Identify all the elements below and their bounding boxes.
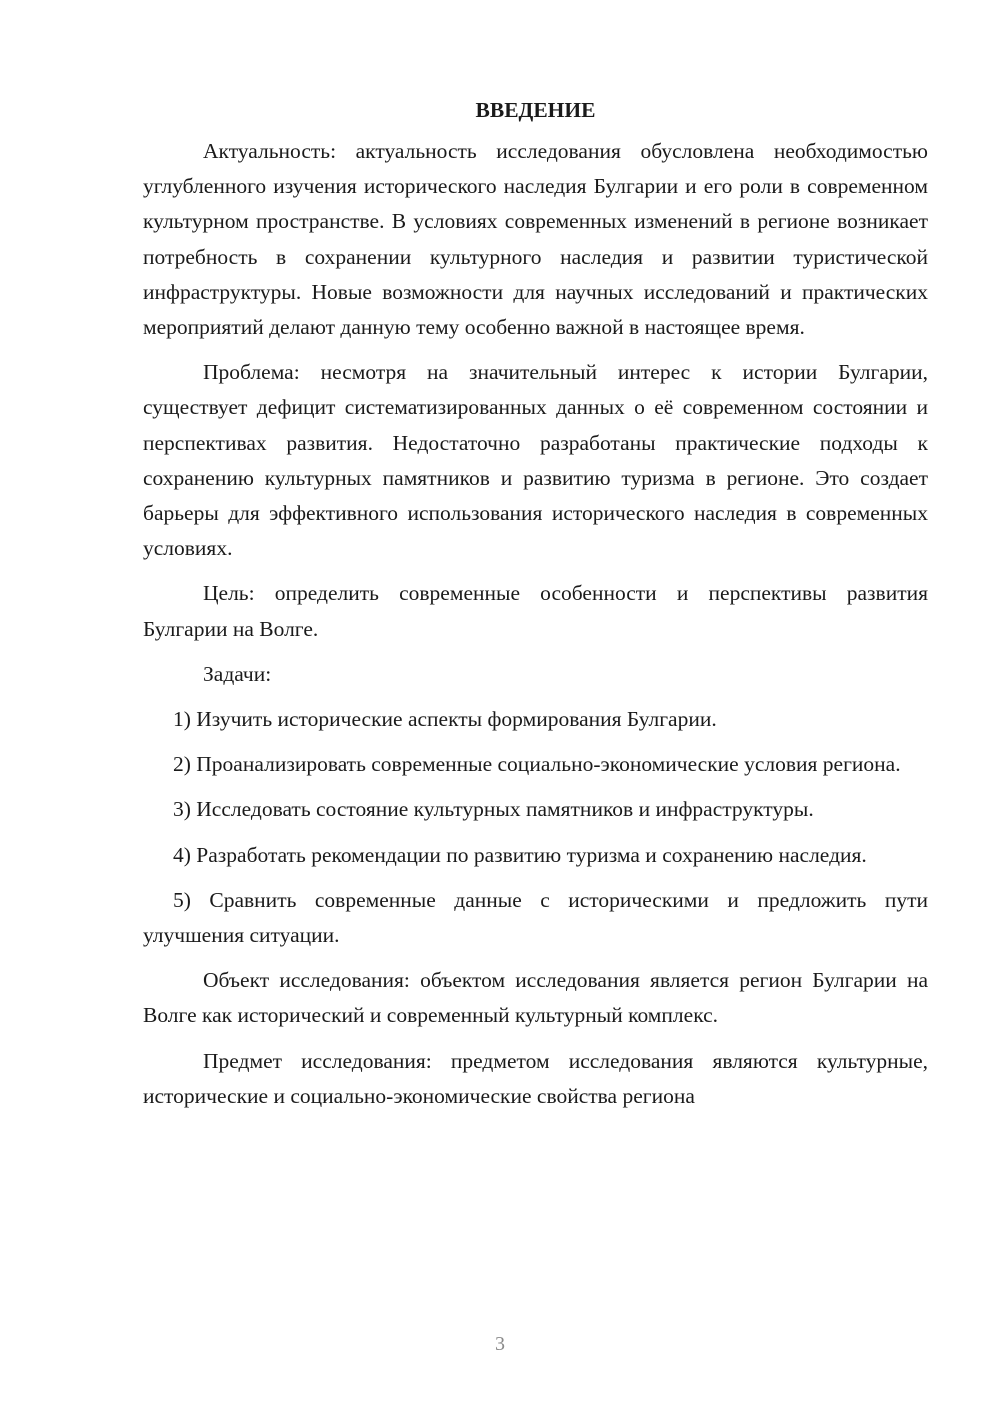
page-number: 3 [495, 1333, 505, 1355]
subject-paragraph: Предмет исследования: предметом исследования являются культурные, исторические и социально-экономические свойства региона [143, 1048, 928, 1108]
task-item: 1) Изучить исторические аспекты формирования Булгарии. [173, 707, 717, 732]
section-heading: ВВЕДЕНИЕ [475, 98, 596, 122]
relevance-paragraph: Актуальность: актуальность исследования обусловлена необходимостью углубленного изучения исторического наследия Булгарии и его роли в современном культурном пространстве. В условиях современных изменений в регионе возникает потребность в сохранении культурного наследия и развитии туристической инфраструктуры. Новые возможности для научных исследований и практических мероприятий делают данную тему особенно важной в настоящее время. [143, 139, 928, 340]
goal-paragraph: Цель: определить современные особенности и перспективы развития Булгарии на Волге. [143, 581, 928, 641]
task-item: 2) Проанализировать современные социально-экономические условия региона. [173, 752, 901, 777]
tasks-label: Задачи: [203, 661, 272, 686]
task-item: 3) Исследовать состояние культурных памятников и инфраструктуры. [173, 797, 814, 822]
document-page [143, 92, 928, 1124]
problem-paragraph: Проблема: несмотря на значительный интерес к истории Булгарии, существует дефицит систематизированных данных о её современном состоянии и перспективах развития. Недостаточно разработаны практические подходы к сохранению культурных памятников и развитию туризма в регионе. Это создает барьеры для эффективного использования исторического наследия в современных условиях. [143, 360, 928, 561]
task-item: 5) Сравнить современные данные с историческими и предложить пути улучшения ситуации. [143, 887, 928, 948]
object-paragraph: Объект исследования: объектом исследования является регион Булгарии на Волге как исторический и современный культурный комплекс. [143, 968, 928, 1028]
task-item: 4) Разработать рекомендации по развитию туризма и сохранению наследия. [173, 842, 867, 867]
